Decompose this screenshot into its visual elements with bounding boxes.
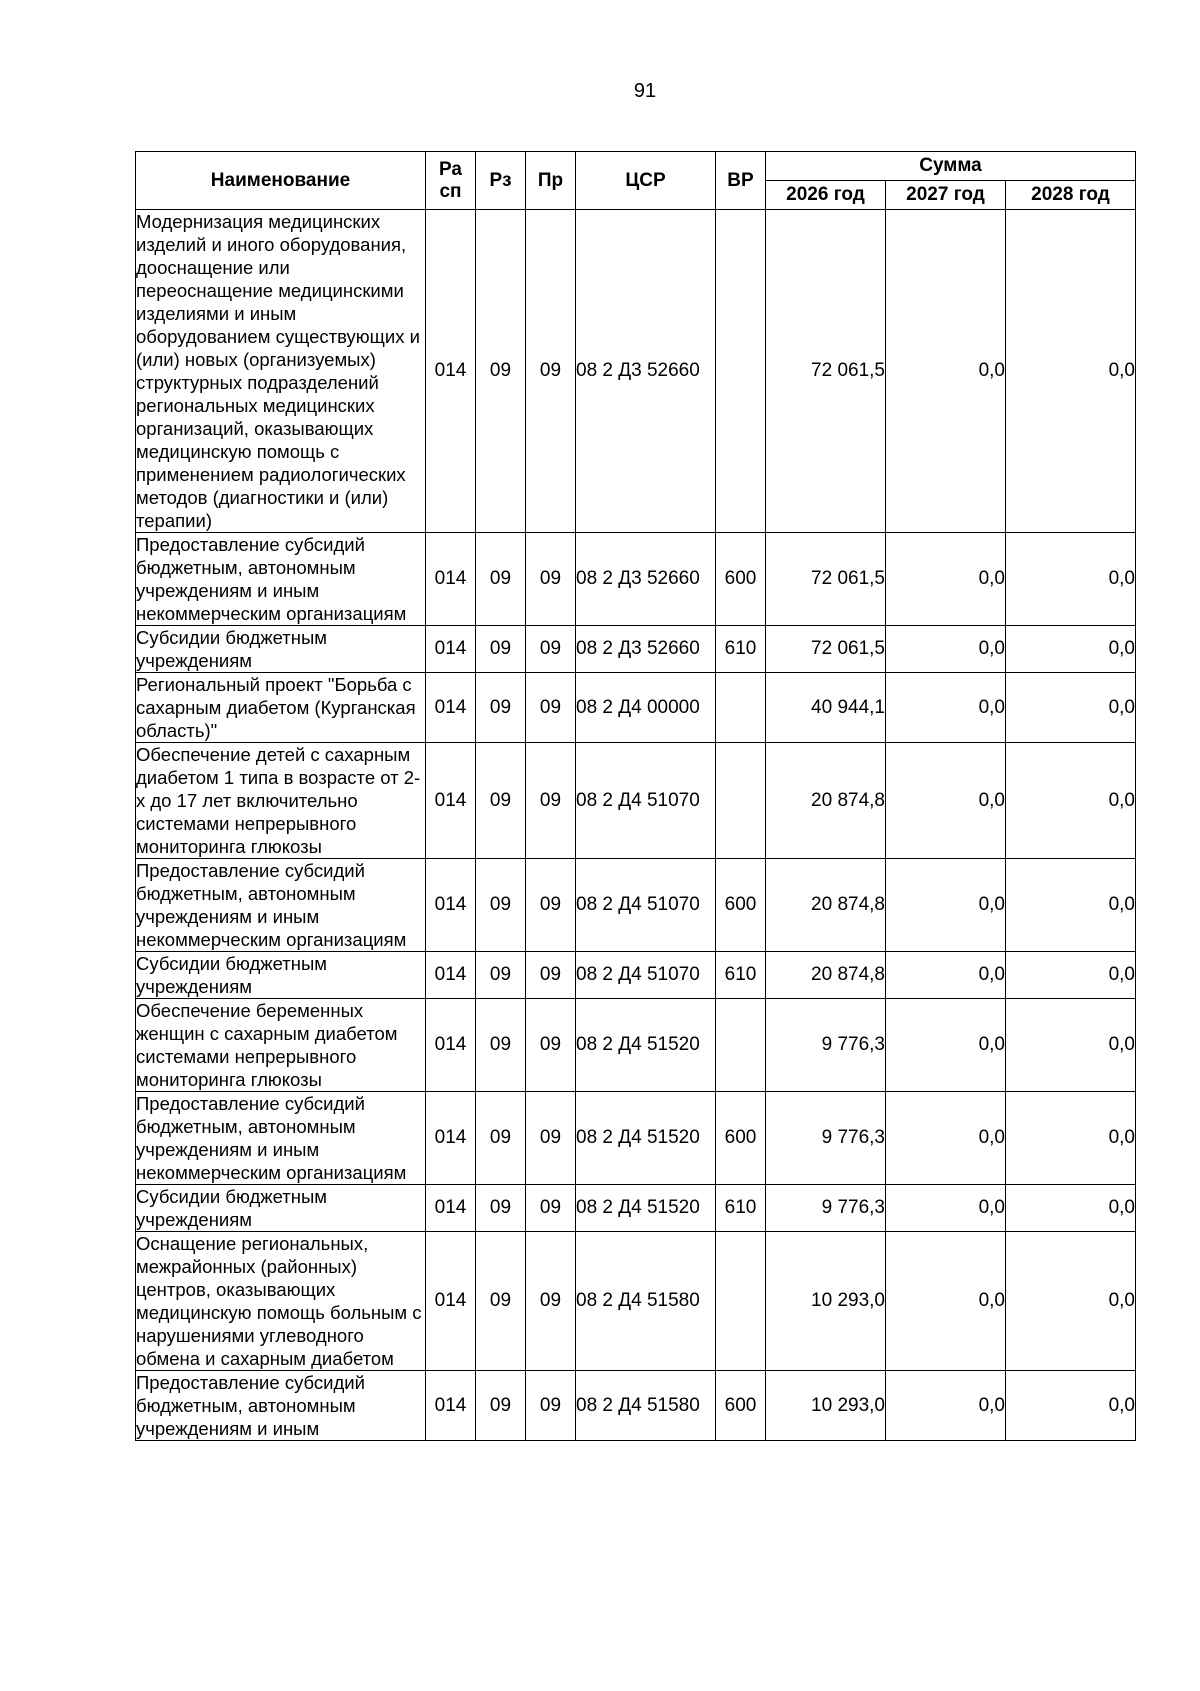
row-rasp: 014 bbox=[426, 626, 476, 673]
row-rz: 09 bbox=[476, 1232, 526, 1371]
row-sum-2027: 0,0 bbox=[886, 626, 1006, 673]
row-sum-2028: 0,0 bbox=[1006, 1371, 1136, 1441]
header-csr: ЦСР bbox=[576, 152, 716, 210]
row-csr: 08 2 Д3 52660 bbox=[576, 626, 716, 673]
row-pr: 09 bbox=[526, 859, 576, 952]
row-rz: 09 bbox=[476, 952, 526, 999]
row-name: Субсидии бюджетным учреждениям bbox=[136, 952, 426, 999]
header-name: Наименование bbox=[136, 152, 426, 210]
row-sum-2027: 0,0 bbox=[886, 859, 1006, 952]
table-row bbox=[136, 533, 1136, 626]
row-sum-2026: 72 061,5 bbox=[766, 626, 886, 673]
table-row bbox=[136, 859, 1136, 952]
header-sum: Сумма bbox=[766, 152, 1136, 181]
row-sum-2027: 0,0 bbox=[886, 1371, 1006, 1441]
row-name: Обеспечение детей с сахарным диабетом 1 типа в возрасте от 2-х до 17 лет включительно системами непрерывного мониторинга глюкозы bbox=[136, 743, 426, 859]
row-vr: 610 bbox=[716, 952, 766, 999]
header-rz: Рз bbox=[476, 152, 526, 210]
row-csr: 08 2 Д4 51520 bbox=[576, 1185, 716, 1232]
page-number: 91 bbox=[633, 80, 657, 102]
row-name: Региональный проект "Борьба с сахарным диабетом (Курганская область)" bbox=[136, 673, 426, 743]
row-sum-2027: 0,0 bbox=[886, 1092, 1006, 1185]
row-vr: 610 bbox=[716, 1185, 766, 1232]
row-sum-2028: 0,0 bbox=[1006, 1092, 1136, 1185]
row-pr: 09 bbox=[526, 626, 576, 673]
table-header bbox=[136, 152, 1136, 210]
header-year-2026: 2026 год bbox=[766, 181, 886, 210]
row-sum-2026: 20 874,8 bbox=[766, 952, 886, 999]
row-vr bbox=[716, 743, 766, 859]
table-row bbox=[136, 1185, 1136, 1232]
row-rasp: 014 bbox=[426, 1371, 476, 1441]
table-row bbox=[136, 743, 1136, 859]
row-pr: 09 bbox=[526, 1371, 576, 1441]
row-name: Обеспечение беременных женщин с сахарным диабетом системами непрерывного мониторинга глюкозы bbox=[136, 999, 426, 1092]
row-sum-2028: 0,0 bbox=[1006, 626, 1136, 673]
table-row bbox=[136, 1371, 1136, 1441]
row-pr: 09 bbox=[526, 673, 576, 743]
table-row bbox=[136, 210, 1136, 533]
row-name: Предоставление субсидий бюджетным, автономным учреждениям и иным bbox=[136, 1371, 426, 1441]
row-sum-2026: 10 293,0 bbox=[766, 1232, 886, 1371]
row-rz: 09 bbox=[476, 533, 526, 626]
row-name: Предоставление субсидий бюджетным, автономным учреждениям и иным некоммерческим организациям bbox=[136, 859, 426, 952]
row-sum-2028: 0,0 bbox=[1006, 673, 1136, 743]
row-pr: 09 bbox=[526, 1092, 576, 1185]
row-sum-2027: 0,0 bbox=[886, 999, 1006, 1092]
row-name: Предоставление субсидий бюджетным, автономным учреждениям и иным некоммерческим организациям bbox=[136, 533, 426, 626]
row-rz: 09 bbox=[476, 1185, 526, 1232]
row-sum-2026: 20 874,8 bbox=[766, 743, 886, 859]
row-pr: 09 bbox=[526, 1185, 576, 1232]
row-rz: 09 bbox=[476, 1092, 526, 1185]
row-vr: 600 bbox=[716, 1092, 766, 1185]
row-rz: 09 bbox=[476, 999, 526, 1092]
row-sum-2027: 0,0 bbox=[886, 210, 1006, 533]
row-sum-2026: 9 776,3 bbox=[766, 999, 886, 1092]
row-name: Предоставление субсидий бюджетным, автономным учреждениям и иным некоммерческим организациям bbox=[136, 1092, 426, 1185]
row-csr: 08 2 Д4 51070 bbox=[576, 859, 716, 952]
row-csr: 08 2 Д4 51070 bbox=[576, 743, 716, 859]
row-pr: 09 bbox=[526, 743, 576, 859]
row-vr: 600 bbox=[716, 533, 766, 626]
row-rasp: 014 bbox=[426, 1232, 476, 1371]
row-rasp: 014 bbox=[426, 1185, 476, 1232]
row-sum-2026: 72 061,5 bbox=[766, 210, 886, 533]
row-sum-2028: 0,0 bbox=[1006, 1185, 1136, 1232]
row-name: Оснащение региональных, межрайонных (районных) центров, оказывающих медицинскую помощь больным с нарушениями углеводного обмена и сахарным диабетом bbox=[136, 1232, 426, 1371]
row-pr: 09 bbox=[526, 999, 576, 1092]
row-sum-2027: 0,0 bbox=[886, 1185, 1006, 1232]
row-pr: 09 bbox=[526, 533, 576, 626]
header-rasp: Ра сп bbox=[426, 152, 476, 210]
row-csr: 08 2 Д4 51070 bbox=[576, 952, 716, 999]
row-rz: 09 bbox=[476, 673, 526, 743]
row-rz: 09 bbox=[476, 1371, 526, 1441]
row-vr bbox=[716, 210, 766, 533]
row-sum-2028: 0,0 bbox=[1006, 743, 1136, 859]
row-vr bbox=[716, 999, 766, 1092]
row-vr bbox=[716, 673, 766, 743]
row-name: Модернизация медицинских изделий и иного оборудования, дооснащение или переоснащение медицинскими изделиями и иным оборудованием существующих и (или) новых (организуемых) структурных подразделений региональных медицинских организаций, оказывающих медицинскую помощь с применением радиологических методов (диагностики и (или) терапии) bbox=[136, 210, 426, 533]
row-rasp: 014 bbox=[426, 952, 476, 999]
row-sum-2026: 40 944,1 bbox=[766, 673, 886, 743]
row-sum-2028: 0,0 bbox=[1006, 533, 1136, 626]
row-sum-2027: 0,0 bbox=[886, 743, 1006, 859]
row-pr: 09 bbox=[526, 952, 576, 999]
row-sum-2028: 0,0 bbox=[1006, 210, 1136, 533]
row-vr: 600 bbox=[716, 859, 766, 952]
row-sum-2028: 0,0 bbox=[1006, 859, 1136, 952]
row-rasp: 014 bbox=[426, 533, 476, 626]
row-rasp: 014 bbox=[426, 210, 476, 533]
header-pr: Пр bbox=[526, 152, 576, 210]
row-csr: 08 2 Д4 51520 bbox=[576, 999, 716, 1092]
row-sum-2026: 9 776,3 bbox=[766, 1185, 886, 1232]
row-name: Субсидии бюджетным учреждениям bbox=[136, 626, 426, 673]
row-vr: 610 bbox=[716, 626, 766, 673]
row-csr: 08 2 Д3 52660 bbox=[576, 533, 716, 626]
table-row bbox=[136, 999, 1136, 1092]
budget-table bbox=[135, 151, 1136, 1441]
row-rz: 09 bbox=[476, 859, 526, 952]
row-sum-2027: 0,0 bbox=[886, 533, 1006, 626]
row-csr: 08 2 Д4 00000 bbox=[576, 673, 716, 743]
row-rasp: 014 bbox=[426, 859, 476, 952]
row-sum-2028: 0,0 bbox=[1006, 952, 1136, 999]
table-row bbox=[136, 1092, 1136, 1185]
row-sum-2027: 0,0 bbox=[886, 952, 1006, 999]
row-sum-2027: 0,0 bbox=[886, 673, 1006, 743]
row-sum-2026: 72 061,5 bbox=[766, 533, 886, 626]
table-row bbox=[136, 626, 1136, 673]
row-sum-2026: 9 776,3 bbox=[766, 1092, 886, 1185]
row-csr: 08 2 Д3 52660 bbox=[576, 210, 716, 533]
header-vr: ВР bbox=[716, 152, 766, 210]
row-name: Субсидии бюджетным учреждениям bbox=[136, 1185, 426, 1232]
row-pr: 09 bbox=[526, 210, 576, 533]
table-row bbox=[136, 1232, 1136, 1371]
header-year-2027: 2027 год bbox=[886, 181, 1006, 210]
row-rasp: 014 bbox=[426, 1092, 476, 1185]
row-rasp: 014 bbox=[426, 743, 476, 859]
table-row bbox=[136, 673, 1136, 743]
header-year-2028: 2028 год bbox=[1006, 181, 1136, 210]
row-rasp: 014 bbox=[426, 673, 476, 743]
row-sum-2028: 0,0 bbox=[1006, 1232, 1136, 1371]
row-sum-2027: 0,0 bbox=[886, 1232, 1006, 1371]
row-vr bbox=[716, 1232, 766, 1371]
row-csr: 08 2 Д4 51580 bbox=[576, 1232, 716, 1371]
row-sum-2026: 20 874,8 bbox=[766, 859, 886, 952]
row-sum-2026: 10 293,0 bbox=[766, 1371, 886, 1441]
table-body bbox=[136, 210, 1136, 1441]
row-pr: 09 bbox=[526, 1232, 576, 1371]
row-csr: 08 2 Д4 51520 bbox=[576, 1092, 716, 1185]
row-rz: 09 bbox=[476, 626, 526, 673]
row-sum-2028: 0,0 bbox=[1006, 999, 1136, 1092]
row-rz: 09 bbox=[476, 210, 526, 533]
row-rz: 09 bbox=[476, 743, 526, 859]
row-rasp: 014 bbox=[426, 999, 476, 1092]
row-csr: 08 2 Д4 51580 bbox=[576, 1371, 716, 1441]
table-row bbox=[136, 952, 1136, 999]
row-vr: 600 bbox=[716, 1371, 766, 1441]
